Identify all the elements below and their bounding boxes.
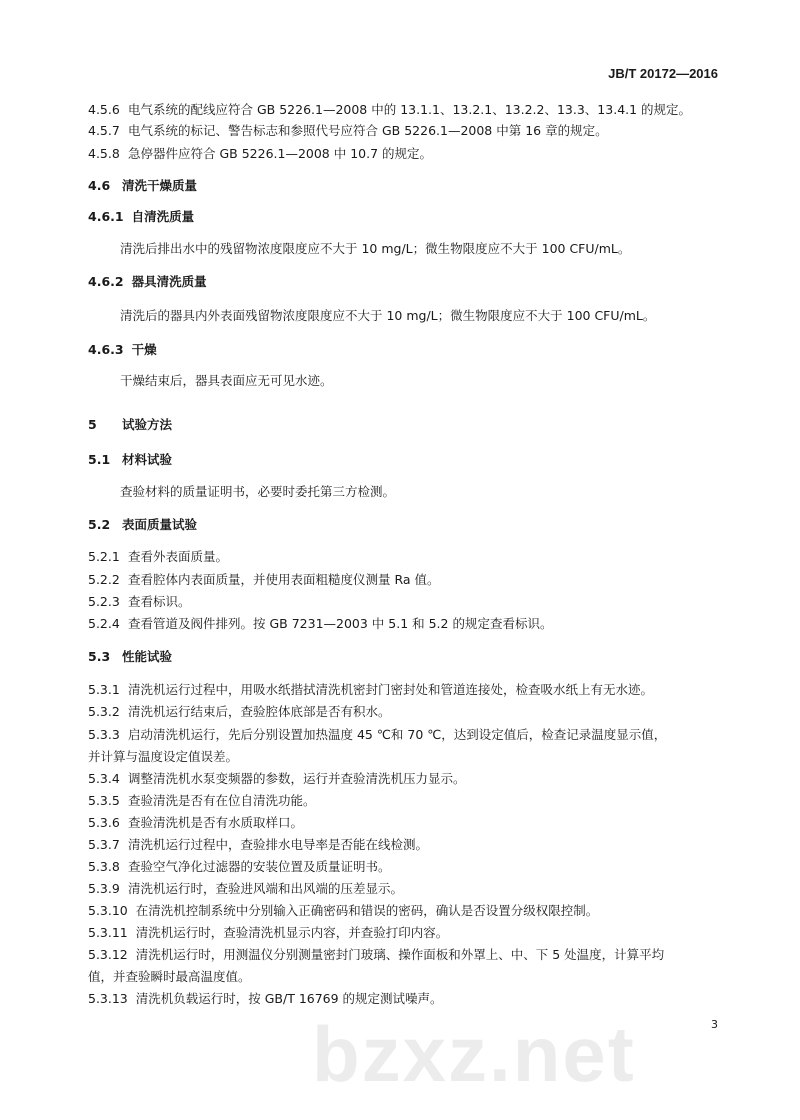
section-heading — [88, 648, 172, 666]
section-heading — [88, 273, 207, 291]
paragraph-line — [120, 240, 630, 258]
clause-text: 清洗后的器具内外表面残留物浓度限度应不大于 10 mg/L；微生物限度应不大于 100 CFU/mL。 — [120, 308, 656, 323]
clause-text: 清洗后排出水中的残留物浓度限度应不大于 10 mg/L；微生物限度应不大于 100 CFU/mL。 — [120, 241, 631, 256]
clause-number: 5.3.10 — [88, 903, 128, 918]
paragraph-line — [88, 858, 391, 876]
clause-number: 5.3.7 — [88, 837, 120, 852]
clause-number: 4.5.7 — [88, 123, 120, 138]
clause-text: 查看腔体内表面质量，并使用表面粗糙度仪测量 Ra 值。 — [128, 572, 440, 587]
paragraph-line — [120, 372, 333, 390]
clause-number: 4.5.8 — [88, 146, 120, 161]
paragraph-line — [88, 836, 428, 854]
clause-number: 5.3.12 — [88, 947, 128, 962]
clause-text: 表面质量试验 — [122, 517, 198, 532]
paragraph-line — [88, 924, 448, 942]
clause-text: 清洗机运行时，用测温仪分别测量密封门玻璃、操作面板和外罩上、中、下 5 处温度，计算平均 — [135, 947, 665, 962]
paragraph-line — [120, 307, 655, 325]
clause-text: 清洗机运行时，查验清洗机显示内容，并查验打印内容。 — [135, 925, 449, 940]
clause-text: 电气系统的标记、警告标志和参照代号应符合 GB 5226.1—2008 中第 16 章的规定。 — [128, 123, 608, 138]
section-heading — [88, 341, 157, 359]
paragraph-line — [88, 990, 443, 1008]
clause-text: 清洗机负载运行时，按 GB/T 16769 的规定测试噪声。 — [135, 991, 443, 1006]
paragraph-line — [88, 571, 440, 589]
paragraph-line — [88, 593, 191, 611]
clause-number: 5.2.3 — [88, 594, 120, 609]
section-heading — [88, 416, 172, 434]
clause-text: 查验清洗是否有在位自清洗功能。 — [128, 793, 316, 808]
clause-number: 5.2.2 — [88, 572, 120, 587]
clause-number: 4.6 — [88, 178, 111, 193]
clause-number: 4.6.3 — [88, 342, 124, 357]
clause-text: 电气系统的配线应符合 GB 5226.1—2008 中的 13.1.1、13.2.1、13.2.2、13.3、13.4.1 的规定。 — [128, 102, 692, 117]
clause-number: 5.2.4 — [88, 616, 120, 631]
clause-number: 5.2 — [88, 517, 111, 532]
page-number: 3 — [711, 1018, 718, 1031]
clause-text: 清洗干燥质量 — [122, 178, 198, 193]
clause-number: 5.3.11 — [88, 925, 128, 940]
clause-text: 调整清洗机水泵变频器的参数，运行并查验清洗机压力显示。 — [128, 771, 466, 786]
clause-number: 4.5.6 — [88, 102, 120, 117]
clause-text: 材料试验 — [122, 452, 173, 467]
clause-text: 查验空气净化过滤器的安装位置及质量证明书。 — [128, 859, 391, 874]
clause-text: 性能试验 — [122, 649, 173, 664]
clause-text: 器具清洗质量 — [131, 274, 207, 289]
clause-text: 查验清洗机是否有水质取样口。 — [128, 815, 304, 830]
clause-text: 查看标识。 — [128, 594, 191, 609]
paragraph-line — [120, 483, 395, 501]
clause-text: 查看外表面质量。 — [128, 549, 229, 564]
clause-number: 5.3.2 — [88, 704, 120, 719]
clause-text: 干燥 — [131, 342, 157, 357]
clause-number: 5.2.1 — [88, 549, 120, 564]
clause-text: 启动清洗机运行，先后分别设置加热温度 45 ℃和 70 ℃，达到设定值后，检查记录温度显示值， — [128, 727, 667, 742]
paragraph-line — [88, 145, 432, 163]
clause-number: 5.3.8 — [88, 859, 120, 874]
paragraph-line — [88, 101, 691, 119]
paragraph-line — [88, 814, 303, 832]
section-heading — [88, 177, 197, 195]
paragraph-line — [88, 770, 466, 788]
clause-text: 清洗机运行结束后，查验腔体底部是否有积水。 — [128, 704, 391, 719]
clause-number: 5.3.1 — [88, 682, 120, 697]
clause-number: 5 — [88, 417, 97, 432]
paragraph-line — [88, 703, 391, 721]
clause-text: 值，并查验瞬时最高温度值。 — [88, 969, 251, 984]
clause-number: 5.3.5 — [88, 793, 120, 808]
clause-text: 查验材料的质量证明书，必要时委托第三方检测。 — [120, 484, 396, 499]
paragraph-line — [88, 548, 228, 566]
clause-text: 在清洗机控制系统中分别输入正确密码和错误的密码，确认是否设置分级权限控制。 — [135, 903, 599, 918]
paragraph-line — [88, 880, 403, 898]
paragraph-line — [88, 122, 608, 140]
clause-text: 清洗机运行时，查验进风端和出风端的压差显示。 — [128, 881, 404, 896]
standard-code-header: JB/T 20172—2016 — [608, 66, 718, 81]
paragraph-line — [88, 748, 238, 766]
clause-number: 5.3.9 — [88, 881, 120, 896]
clause-text: 查看管道及阀件排列。按 GB 7231—2003 中 5.1 和 5.2 的规定查看标识。 — [128, 616, 553, 631]
clause-number: 4.6.2 — [88, 274, 124, 289]
paragraph-line — [88, 726, 666, 744]
clause-number: 5.1 — [88, 452, 111, 467]
clause-number: 5.3.3 — [88, 727, 120, 742]
paragraph-line — [88, 792, 316, 810]
clause-number: 4.6.1 — [88, 209, 124, 224]
clause-text: 急停器件应符合 GB 5226.1—2008 中 10.7 的规定。 — [128, 146, 433, 161]
section-heading — [88, 451, 172, 469]
clause-text: 清洗机运行过程中，用吸水纸揩拭清洗机密封门密封处和管道连接处，检查吸水纸上有无水迹。 — [128, 682, 654, 697]
clause-number: 5.3.6 — [88, 815, 120, 830]
clause-number: 5.3.13 — [88, 991, 128, 1006]
paragraph-line — [88, 615, 552, 633]
clause-number: 5.3 — [88, 649, 111, 664]
paragraph-line — [88, 681, 653, 699]
clause-text: 干燥结束后，器具表面应无可见水迹。 — [120, 373, 333, 388]
paragraph-line — [88, 946, 664, 964]
paragraph-line — [88, 902, 598, 920]
section-heading — [88, 516, 197, 534]
section-heading — [88, 208, 194, 226]
watermark: bzxz.net — [312, 1010, 636, 1098]
clause-text: 试验方法 — [122, 417, 173, 432]
clause-text: 并计算与温度设定值误差。 — [88, 749, 239, 764]
clause-text: 清洗机运行过程中，查验排水电导率是否能在线检测。 — [128, 837, 429, 852]
paragraph-line — [88, 968, 251, 986]
clause-number: 5.3.4 — [88, 771, 120, 786]
clause-text: 自清洗质量 — [131, 209, 195, 224]
